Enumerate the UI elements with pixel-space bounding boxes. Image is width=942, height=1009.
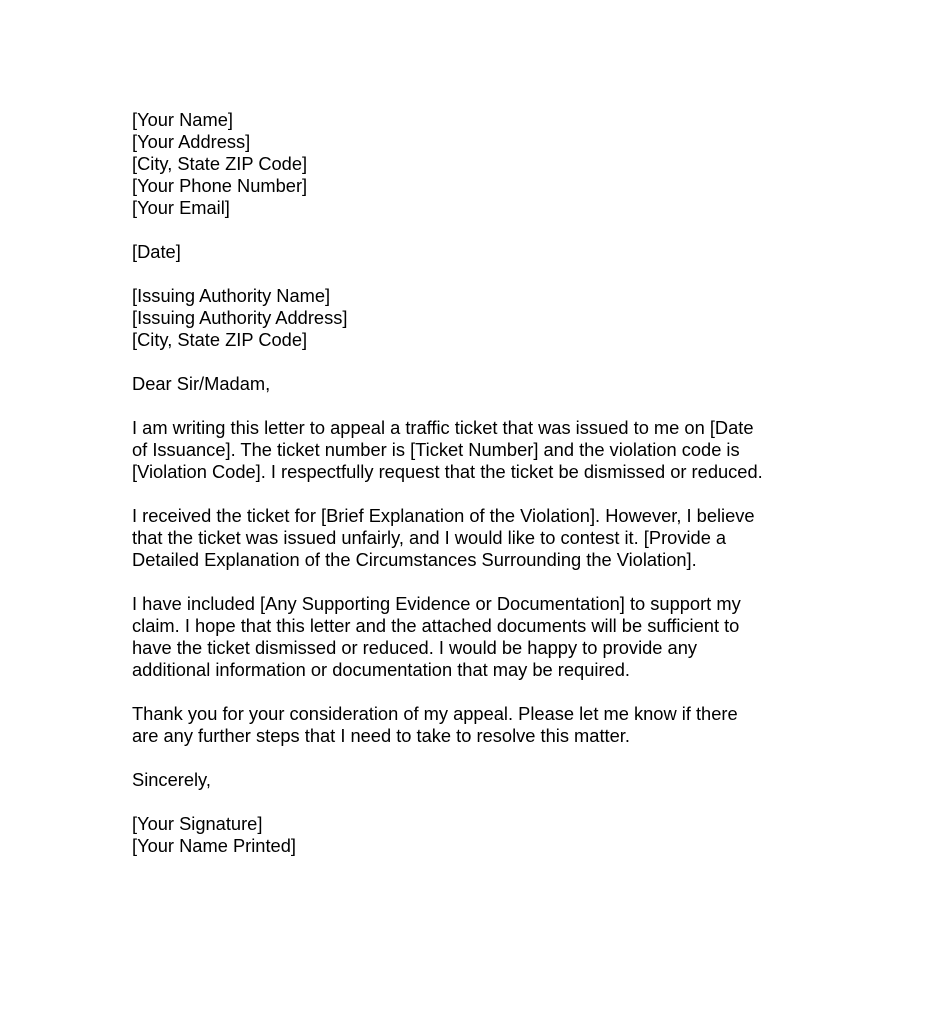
- paragraph-line: I received the ticket for [Brief Explanation of the Violation]. However, I believe: [132, 505, 755, 526]
- sender-name: [Your Name]: [132, 109, 233, 130]
- sender-address: [Your Address]: [132, 131, 251, 152]
- paragraph-line: Thank you for your consideration of my appeal. Please let me know if there: [132, 703, 738, 724]
- body-paragraph-2: [132, 505, 822, 571]
- recipient-name: [Issuing Authority Name]: [132, 285, 331, 306]
- salutation: Dear Sir/Madam,: [132, 373, 271, 394]
- paragraph-line: claim. I hope that this letter and the attached documents will be sufficient to: [132, 615, 740, 636]
- recipient-city-state-zip: [City, State ZIP Code]: [132, 329, 308, 350]
- salutation-block: [132, 373, 822, 395]
- letter-date: [Date]: [132, 241, 181, 262]
- body-paragraph-1: [132, 417, 822, 483]
- paragraph-line: Detailed Explanation of the Circumstances Surrounding the Violation].: [132, 549, 697, 570]
- recipient-address: [Issuing Authority Address]: [132, 307, 348, 328]
- paragraph-line: are any further steps that I need to take to resolve this matter.: [132, 725, 630, 746]
- body-paragraph-3: [132, 593, 822, 681]
- closing-block: [132, 769, 822, 791]
- signature-block: [132, 813, 822, 857]
- paragraph-line: additional information or documentation that may be required.: [132, 659, 630, 680]
- body-paragraph-4: [132, 703, 822, 747]
- sender-block: [132, 109, 822, 219]
- letter-document: [132, 109, 822, 857]
- sender-email: [Your Email]: [132, 197, 230, 218]
- sender-phone: [Your Phone Number]: [132, 175, 308, 196]
- sender-city-state-zip: [City, State ZIP Code]: [132, 153, 308, 174]
- closing: Sincerely,: [132, 769, 211, 790]
- signature-line: [Your Signature]: [132, 813, 263, 834]
- paragraph-line: have the ticket dismissed or reduced. I would be happy to provide any: [132, 637, 698, 658]
- printed-name: [Your Name Printed]: [132, 835, 296, 856]
- paragraph-line: [Violation Code]. I respectfully request that the ticket be dismissed or reduced.: [132, 461, 763, 482]
- recipient-block: [132, 285, 822, 351]
- paragraph-line: I have included [Any Supporting Evidence or Documentation] to support my: [132, 593, 741, 614]
- paragraph-line: of Issuance]. The ticket number is [Ticket Number] and the violation code is: [132, 439, 740, 460]
- paragraph-line: I am writing this letter to appeal a traffic ticket that was issued to me on [Date: [132, 417, 754, 438]
- date-block: [132, 241, 822, 263]
- paragraph-line: that the ticket was issued unfairly, and I would like to contest it. [Provide a: [132, 527, 727, 548]
